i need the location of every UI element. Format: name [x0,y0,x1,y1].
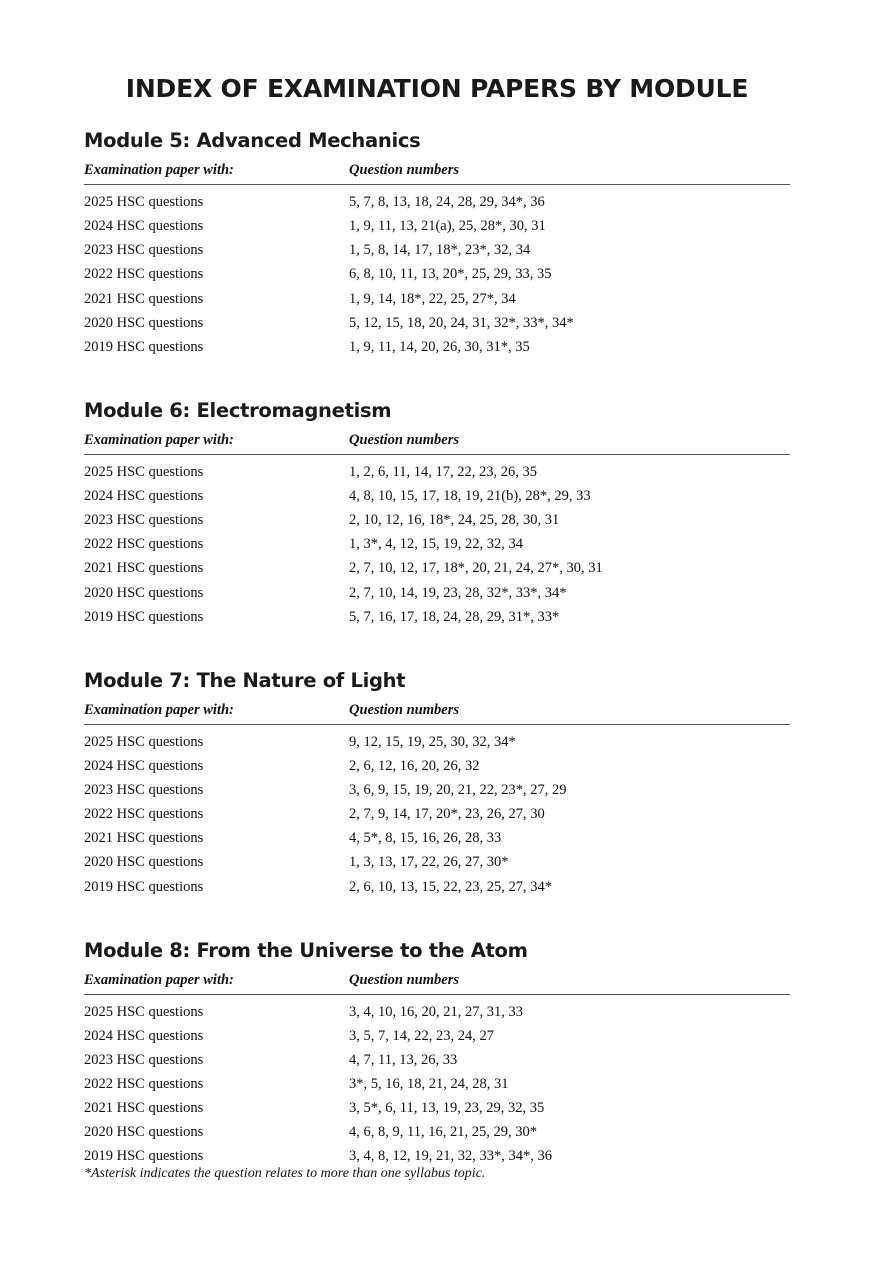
table-row [84,754,790,778]
table-header [84,162,790,185]
cell-paper: 2021 HSC questions [84,830,204,847]
table-row [84,238,790,262]
table-header-row [84,162,790,185]
column-header-paper: Examination paper with: [84,432,349,455]
cell-paper: 2019 HSC questions [84,1148,204,1165]
cell-paper: 2025 HSC questions [84,463,204,480]
module-section-7 [84,669,790,899]
table-row [84,214,790,238]
table-row [84,778,790,802]
module-section-5 [84,129,790,359]
cell-questions: 3, 5, 7, 14, 22, 23, 24, 27 [349,1027,494,1044]
cell-questions: 1, 2, 6, 11, 14, 17, 22, 23, 26, 35 [349,463,537,480]
cell-paper: 2019 HSC questions [84,608,204,625]
cell-questions: 2, 7, 10, 14, 19, 23, 28, 32*, 33*, 34* [349,584,567,601]
cell-paper: 2022 HSC questions [84,1076,204,1092]
cell-questions: 6, 8, 10, 11, 13, 20*, 25, 29, 33, 35 [349,266,552,283]
table-row [84,724,790,754]
cell-paper: 2020 HSC questions [84,584,204,601]
cell-paper: 2019 HSC questions [84,878,204,895]
table-row [84,850,790,874]
column-header-questions: Question numbers [349,432,790,455]
cell-questions: 5, 12, 15, 18, 20, 24, 31, 32*, 33*, 34* [349,314,574,331]
cell-questions: 1, 9, 11, 13, 21(a), 25, 28*, 30, 31 [349,218,546,235]
table-body [84,994,790,1168]
cell-paper: 2021 HSC questions [84,1100,204,1117]
column-header-paper: Examination paper with: [84,972,349,995]
table-row [84,826,790,850]
column-header-questions: Question numbers [349,162,790,185]
table-header [84,432,790,455]
cell-questions: 1, 9, 11, 14, 20, 26, 30, 31*, 35 [349,338,530,355]
cell-questions: 4, 8, 10, 15, 17, 18, 19, 21(b), 28*, 29, 33 [349,488,591,504]
cell-paper: 2022 HSC questions [84,536,204,553]
cell-questions: 3*, 5, 16, 18, 21, 24, 28, 31 [349,1076,509,1092]
table-header-row [84,702,790,725]
column-header-paper: Examination paper with: [84,702,349,725]
cell-questions: 4, 6, 8, 9, 11, 16, 21, 25, 29, 30* [349,1124,537,1141]
table-row [84,802,790,826]
footnote: *Asterisk indicates the question relates to more than one syllabus topic. [84,1166,486,1181]
cell-questions: 1, 5, 8, 14, 17, 18*, 23*, 32, 34 [349,242,531,259]
cell-questions: 1, 3*, 4, 12, 15, 19, 22, 32, 34 [349,536,523,553]
table-row [84,1144,790,1168]
cell-paper: 2025 HSC questions [84,1003,204,1020]
table-body [84,454,790,628]
table-row [84,1024,790,1048]
cell-questions: 2, 6, 10, 13, 15, 22, 23, 25, 27, 34* [349,878,552,895]
cell-paper: 2024 HSC questions [84,1027,204,1044]
cell-questions: 5, 7, 16, 17, 18, 24, 28, 29, 31*, 33* [349,608,560,625]
table-row [84,311,790,335]
table-row [84,262,790,286]
cell-paper: 2020 HSC questions [84,314,204,331]
cell-questions: 2, 10, 12, 16, 18*, 24, 25, 28, 30, 31 [349,512,560,529]
cell-questions: 1, 3, 13, 17, 22, 26, 27, 30* [349,854,509,871]
table-row [84,287,790,311]
module-section-8 [84,939,790,1169]
section-spacer [84,387,790,399]
module-heading: Module 6: Electromagnetism [84,398,392,422]
cell-paper: 2021 HSC questions [84,290,204,307]
table-row [84,556,790,580]
cell-questions: 9, 12, 15, 19, 25, 30, 32, 34* [349,733,516,750]
cell-paper: 2019 HSC questions [84,338,204,355]
section-spacer [84,927,790,939]
table-row [84,508,790,532]
cell-paper: 2024 HSC questions [84,757,204,774]
cell-paper: 2023 HSC questions [84,1051,204,1068]
column-header-questions: Question numbers [349,702,790,725]
table-row [84,484,790,508]
table-body [84,185,790,359]
column-header-paper: Examination paper with: [84,162,349,185]
module-index-table [84,162,790,359]
cell-paper: 2023 HSC questions [84,242,204,259]
cell-questions: 2, 6, 12, 16, 20, 26, 32 [349,757,480,774]
cell-paper: 2022 HSC questions [84,806,204,823]
cell-questions: 2, 7, 9, 14, 17, 20*, 23, 26, 27, 30 [349,806,545,823]
table-header-row [84,972,790,995]
cell-questions: 3, 4, 8, 12, 19, 21, 32, 33*, 34*, 36 [349,1148,552,1165]
module-index-table [84,972,790,1169]
cell-paper: 2023 HSC questions [84,512,204,529]
cell-paper: 2023 HSC questions [84,782,204,798]
table-header [84,702,790,725]
cell-paper: 2024 HSC questions [84,488,204,504]
module-heading: Module 7: The Nature of Light [84,668,406,692]
cell-questions: 4, 5*, 8, 15, 16, 26, 28, 33 [349,830,502,847]
cell-paper: 2021 HSC questions [84,560,204,577]
module-heading: Module 8: From the Universe to the Atom [84,938,528,962]
page-title: INDEX OF EXAMINATION PAPERS BY MODULE [125,74,749,103]
table-row [84,335,790,359]
cell-paper: 2022 HSC questions [84,266,204,283]
table-row [84,1048,790,1072]
cell-paper: 2024 HSC questions [84,218,204,235]
table-header [84,972,790,995]
cell-questions: 3, 4, 10, 16, 20, 21, 27, 31, 33 [349,1003,523,1020]
table-row [84,185,790,215]
table-row [84,875,790,899]
cell-questions: 3, 5*, 6, 11, 13, 19, 23, 29, 32, 35 [349,1100,545,1117]
table-header-row [84,432,790,455]
table-row [84,581,790,605]
cell-paper: 2020 HSC questions [84,1124,204,1141]
table-body [84,724,790,898]
table-row [84,605,790,629]
cell-paper: 2025 HSC questions [84,733,204,750]
cell-questions: 4, 7, 11, 13, 26, 33 [349,1051,458,1068]
table-row [84,994,790,1024]
cell-paper: 2025 HSC questions [84,194,204,210]
table-row [84,1096,790,1120]
module-index-table [84,432,790,629]
table-row [84,532,790,556]
module-section-6 [84,399,790,629]
cell-paper: 2020 HSC questions [84,854,204,871]
column-header-questions: Question numbers [349,972,790,995]
section-spacer [84,657,790,669]
table-row [84,1072,790,1096]
table-row [84,454,790,484]
cell-questions: 2, 7, 10, 12, 17, 18*, 20, 21, 24, 27*, 30, 31 [349,560,603,577]
table-row [84,1120,790,1144]
cell-questions: 1, 9, 14, 18*, 22, 25, 27*, 34 [349,290,516,307]
cell-questions: 3, 6, 9, 15, 19, 20, 21, 22, 23*, 27, 29 [349,782,567,798]
cell-questions: 5, 7, 8, 13, 18, 24, 28, 29, 34*, 36 [349,194,545,210]
module-index-table [84,702,790,899]
module-heading: Module 5: Advanced Mechanics [84,129,421,152]
